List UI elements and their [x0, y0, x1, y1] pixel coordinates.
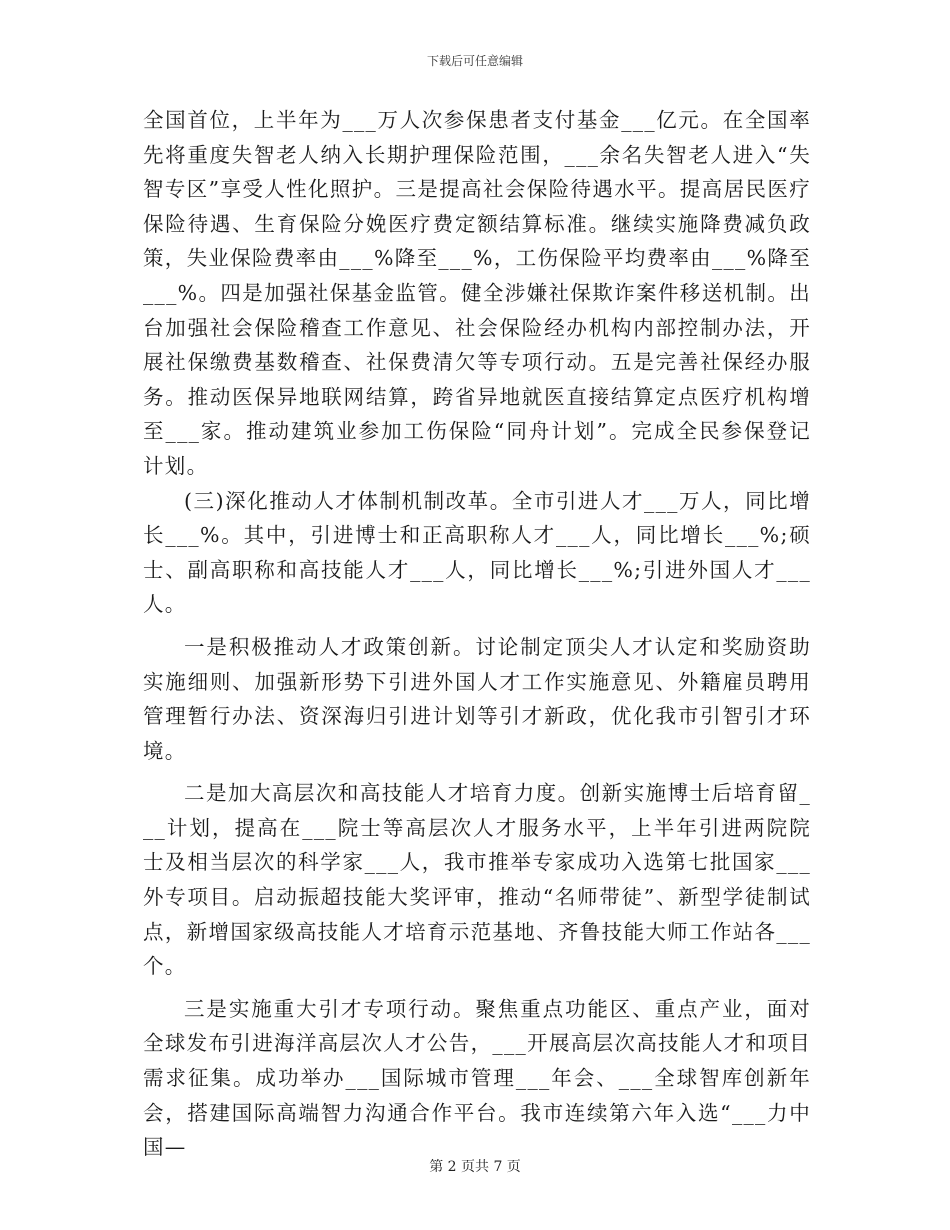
paragraph-recruitment-action: 三是实施重大引才专项行动。聚焦重点功能区、重点产业，面对全球发布引进海洋高层次人才公告，___开展高层次高技能人才和项目需求征集。成功举办___国际城市管理___年会、___全球智库创新年会，搭建国际高端智力沟通合作平台。我市连续第六年入选“___力中国— — [143, 996, 811, 1160]
paragraph-social-insurance: 全国首位，上半年为___万人次参保患者支付基金___亿元。在全国率先将重度失智老人纳入长期护理保险范围，___余名失智老人进入“失智专区”享受人性化照护。三是提高社会保险待遇水平。提高居民医疗保险待遇、生育保险分娩医疗费定额结算标准。继续实施降费减负政策，失业保险费率由___%降至___%，工伤保险平均费率由___%降至___%。四是加强社保基金监管。健全涉嫌社保欺诈案件移送机制。出台加强社会保险稽查工作意见、社会保险经办机构内部控制办法，开展社保缴费基数稽查、社保费清欠等专项行动。五是完善社保经办服务。推动医保异地联网结算，跨省异地就医直接结算定点医疗机构增至___家。推动建筑业参加工伤保险“同舟计划”。完成全民参保登记计划。 — [143, 108, 811, 478]
page-number-footer: 第 2 页共 7 页 — [429, 1159, 521, 1175]
paragraph-talent-policy: 一是积极推动人才政策创新。讨论制定顶尖人才认定和奖励资助实施细则、加强新形势下引进外国人才工作实施意见、外籍雇员聘用管理暂行办法、资深海归引进计划等引才新政，优化我市引智引才环境。 — [143, 634, 811, 763]
paragraph-talent-cultivation: 二是加大高层次和高技能人才培育力度。创新实施博士后培育留___计划，提高在___院士等高层次人才服务水平，上半年引进两院院士及相当层次的科学家___人，我市推举专家成功入选第七批国家___外专项目。启动振超技能大奖评审，推动“名师带徒”、新型学徒制试点，新增国家级高技能人才培育示范基地、齐鲁技能大师工作站各___个。 — [143, 781, 811, 979]
page-header: 下载后可任意编辑 — [426, 54, 523, 68]
document-body — [143, 103, 811, 1165]
paragraph-talent-reform: (三)深化推动人才体制机制改革。全市引进人才___万人，同比增长___%。其中，引进博士和正高职称人才___人，同比增长___%;硕士、副高职称和高技能人才___人，同比增长___%;引进外国人才___人。 — [143, 488, 811, 617]
